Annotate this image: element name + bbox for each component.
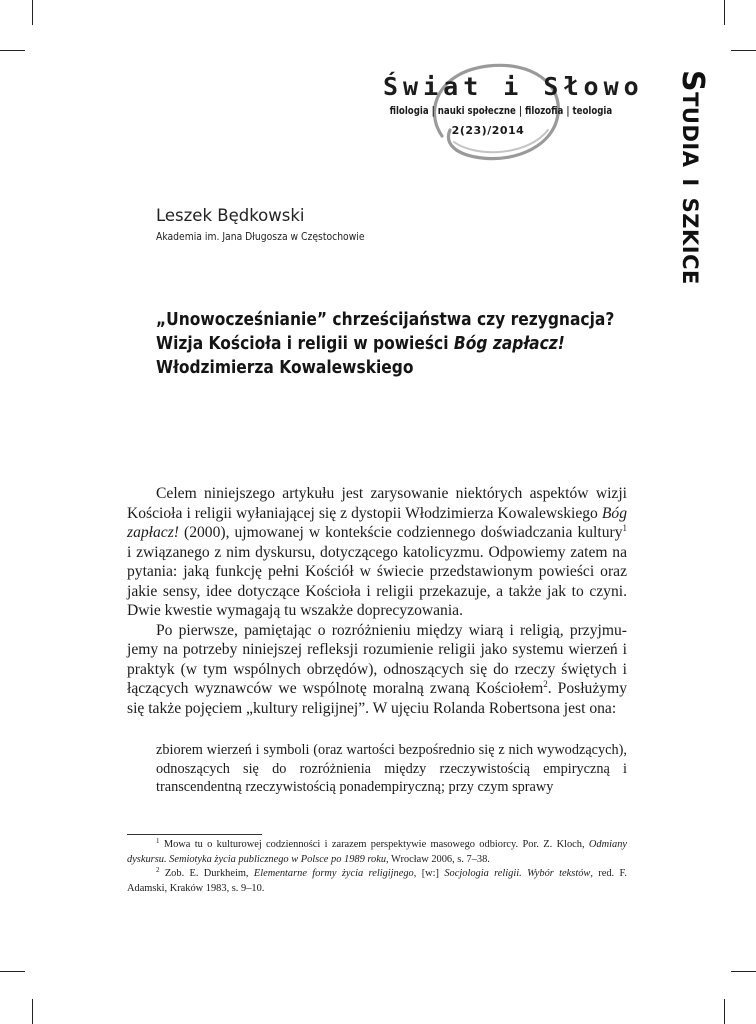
crop-mark xyxy=(731,50,756,51)
footnote-divider xyxy=(127,834,262,835)
title-text: Wizja Kościoła i religii w powieści xyxy=(156,333,454,354)
body-text: Po pierwsze, pamiętając o rozróżnieniu między wiarą i religią, przyjmujemy na potrzeby niniejszej refleksji rozumienie religii jako systemu wierzeń i praktyk (w tym wspólnych obrzędów), odnoszących się do rzeczy świętych i łączących wyznawców we wspólnotę moralną zwaną Kościołem xyxy=(127,621,627,697)
footnote-number: 1 xyxy=(156,837,160,845)
book-title: Bóg zapłacz! xyxy=(127,504,627,541)
crop-mark xyxy=(32,0,33,25)
paragraph xyxy=(127,621,627,719)
footnote-italic: Elementarne formy życia religijnego xyxy=(253,868,414,879)
crop-mark xyxy=(0,971,25,972)
journal-title: Świat i Słowo xyxy=(383,72,644,101)
footnote-ref[interactable]: 1 xyxy=(622,523,627,533)
body-text: . Posłużymy się także pojęciem „kultury religijnej”. W ujęciu Rolanda Robertsona jest ona: xyxy=(127,680,627,717)
article-title xyxy=(156,308,626,380)
title-book-title: Bóg zapłacz! xyxy=(453,333,565,354)
block-quote: zbiorem wierzeń i symboli (oraz wartości bezpośrednio się z nich wywodzących), odnoszących się do rozróżnienia między rzeczywistością empiryczną i transcendentną rzeczywistością ponadempiryczną; przy czym sprawy xyxy=(156,742,627,795)
section-label: Studia i szkice xyxy=(675,70,710,285)
body-text: (2000), ujmowanej w kontekście codziennego doświadczania kultury xyxy=(178,524,623,541)
footnote-text: , red. F. Adamski, Kraków 1983, s. 9–10. xyxy=(127,868,628,894)
footnote-italic: Socjologia religii. Wybór tekstów xyxy=(444,868,591,879)
footnote xyxy=(127,867,627,896)
footnote-number: 2 xyxy=(156,866,160,874)
footnote xyxy=(127,838,627,867)
crop-mark xyxy=(724,0,725,25)
crop-mark xyxy=(731,971,756,972)
author-affiliation: Akademia im. Jana Długosza w Częstochowie xyxy=(156,231,365,243)
title-line: Włodzimierza Kowalewskiego xyxy=(156,357,414,378)
body-text: i związanego z nim dyskursu, dotyczącego katolicyzmu. Odpowiemy zatem na pytania: jaką funkcję pełni Kościół w świecie przedstawionym powieści oraz jakie sensy, idee dotyczące Kościoła i religii przekazuje, a także jak to czyni. Dwie kwestie wymagają tu wszakże doprecyzowania. xyxy=(127,543,627,619)
title-line: „Unowocześnianie” chrześcijaństwa czy rezygnacja? xyxy=(156,309,615,330)
paragraph xyxy=(127,484,627,621)
crop-mark xyxy=(724,999,725,1024)
footnote-text: Zob. E. Durkheim, xyxy=(159,868,254,879)
crop-mark xyxy=(32,999,33,1024)
footnote-ref[interactable]: 2 xyxy=(543,679,548,689)
journal-issue: 2(23)/2014 xyxy=(451,124,525,137)
body-text: Celem niniejszego artykułu jest zarysowanie niektórych aspektów wizji Kościoła i religii wyłaniającej się z dystopii Włodzimierza Kowalewskiego xyxy=(127,485,627,522)
footnote-text: , [w:] xyxy=(413,868,445,879)
article-body xyxy=(127,484,627,718)
author-name: Leszek Będkowski xyxy=(156,206,305,225)
footnote-text: , Wrocław 2006, s. 7–38. xyxy=(386,853,490,865)
footnote-italic: Odmiany dyskursu. Semiotyka życia publicznego w Polsce po 1989 roku xyxy=(127,839,627,865)
title-line xyxy=(156,332,565,356)
journal-subtitle: filologia | nauki społeczne | filozofia | teologia xyxy=(389,105,613,117)
crop-mark xyxy=(0,50,25,51)
journal-logo xyxy=(368,58,644,168)
footnote-text: Mowa tu o kulturowej codzienności i zarazem perspektywie masowego odbiorcy. Por. Z. Kloch, xyxy=(159,839,589,850)
footnotes xyxy=(127,838,627,896)
